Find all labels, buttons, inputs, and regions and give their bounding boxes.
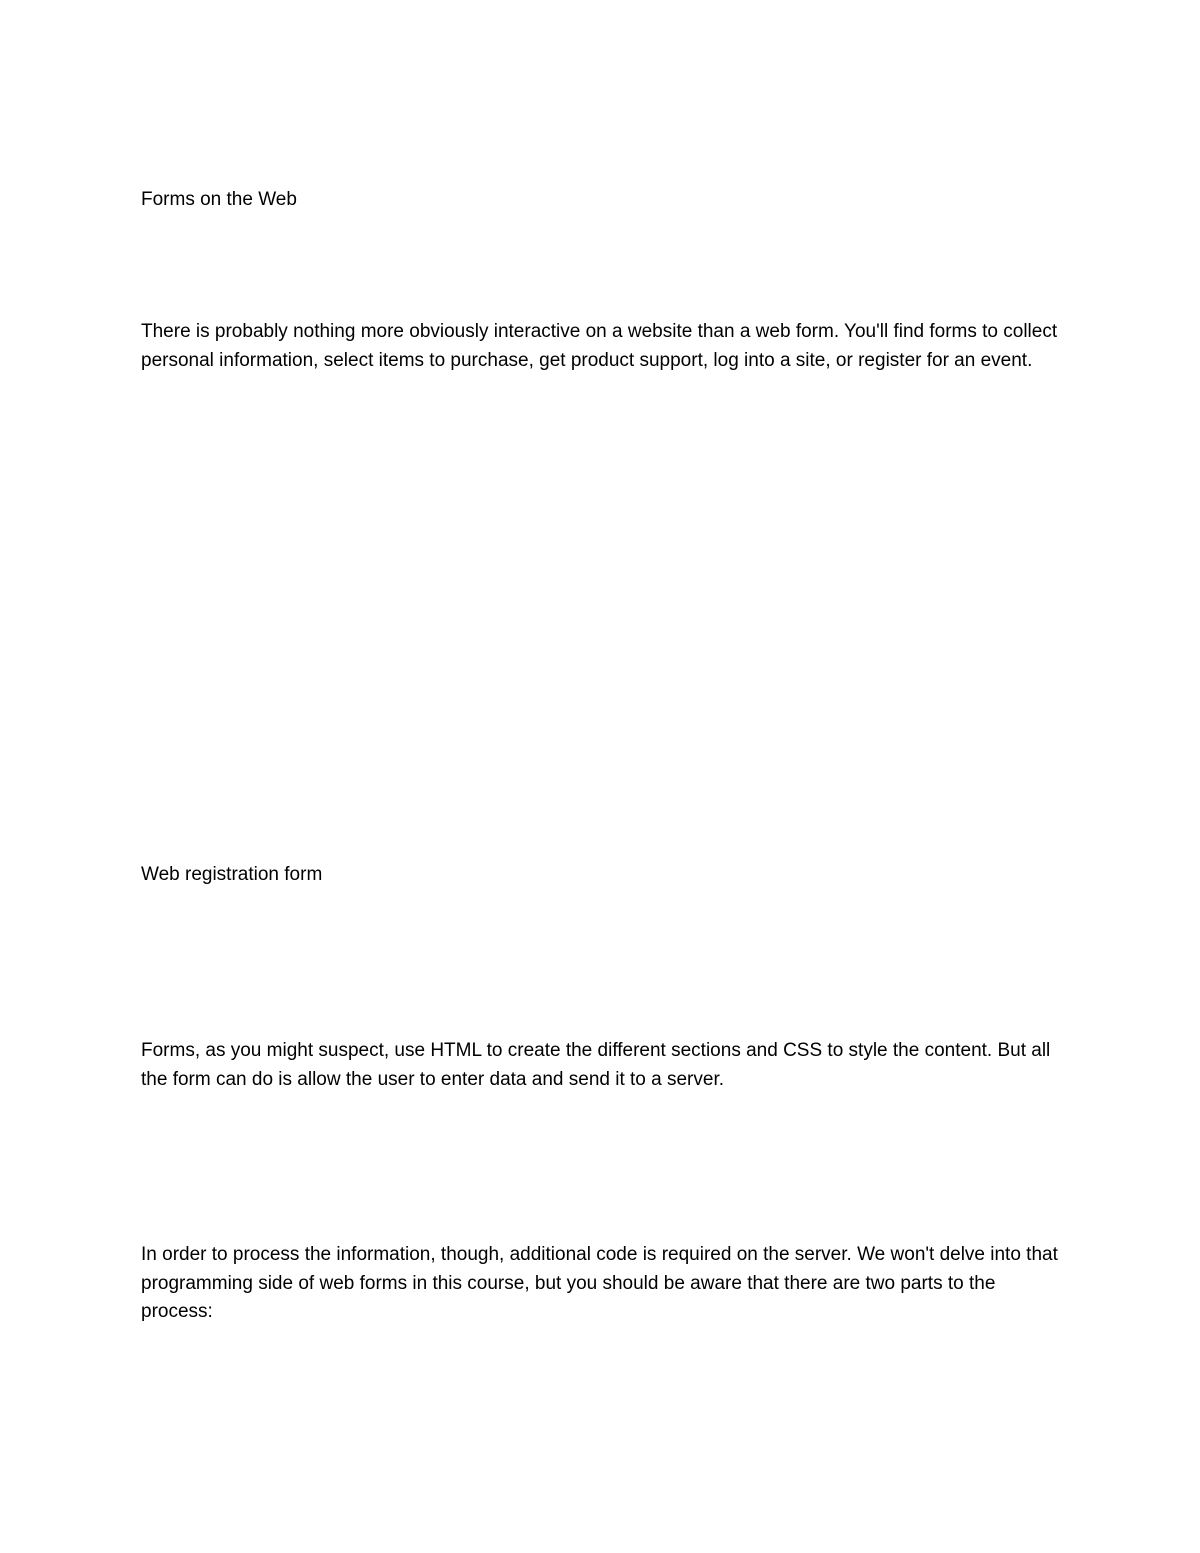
server-processing-paragraph: In order to process the information, though, additional code is required on the server. We won't delve into that programming side of web forms in this course, but you should be aware that there are two parts to the process:: [141, 1244, 1058, 1322]
document-title: Forms on the Web: [141, 189, 297, 210]
forms-html-css-paragraph: Forms, as you might suspect, use HTML to create the different sections and CSS to style the content. But all the form can do is allow the user to enter data and send it to a server.: [141, 1040, 1051, 1090]
figure-caption: Web registration form: [141, 864, 323, 885]
intro-paragraph: There is probably nothing more obviously interactive on a website than a web form. You'll find forms to collect personal information, select items to purchase, get product support, log into a site, or register for an event.: [141, 321, 1058, 371]
